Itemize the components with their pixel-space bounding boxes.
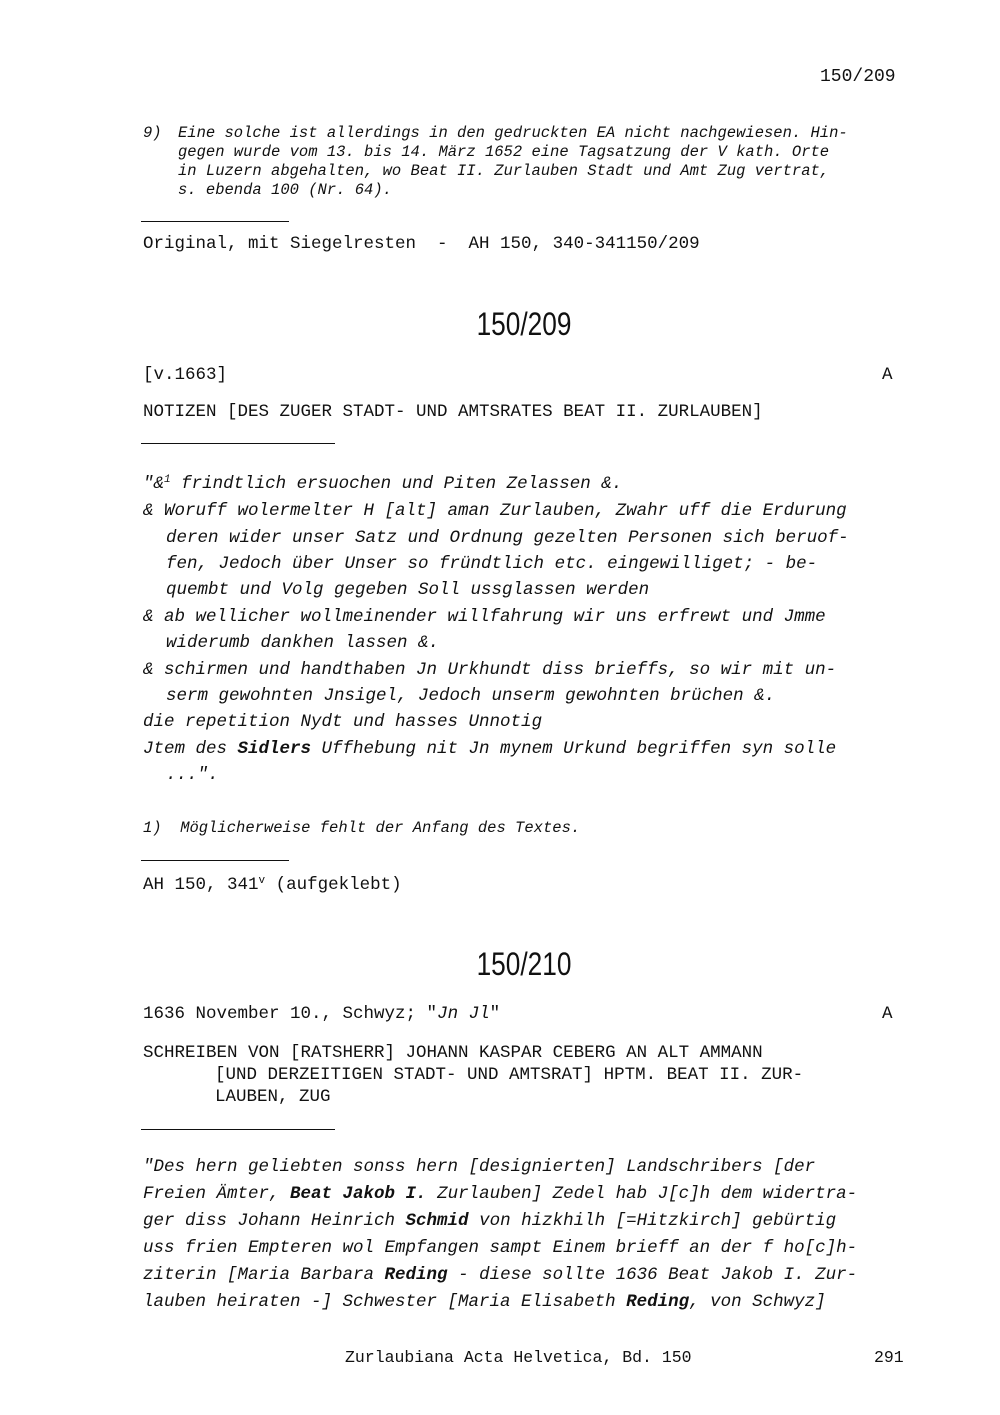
footnote-line: in Luzern abgehalten, wo Beat II. Zurlauben Stadt und Amt Zug vertrat, bbox=[178, 162, 830, 180]
separator-rule bbox=[141, 860, 289, 861]
body-text: lauben heiraten -] Schwester [Maria Elisabeth bbox=[143, 1292, 627, 1312]
document-title: [UND DERZEITIGEN STADT- UND AMTSRAT] HPTM. BEAT II. ZUR- bbox=[215, 1065, 804, 1085]
date-text: " bbox=[489, 1004, 501, 1024]
quote-bold-name: Sidlers bbox=[237, 739, 312, 759]
quote-line: fen, Jedoch über Unser so fründtlich etc. eingewilliget; - be- bbox=[166, 554, 818, 574]
quote-line: die repetition Nydt und hasses Unnotig bbox=[143, 712, 543, 732]
body-text: von hizkhilh [=Hitzkirch] gebürtig bbox=[468, 1211, 837, 1231]
document-date: [v.1663] bbox=[143, 365, 228, 385]
quote-line: deren wider unser Satz und Ordnung gezelten Personen sich beruof- bbox=[166, 528, 849, 548]
separator-rule bbox=[141, 221, 289, 222]
body-line bbox=[143, 1292, 826, 1312]
document-date bbox=[143, 1004, 500, 1024]
body-bold-name: Schmid bbox=[405, 1211, 469, 1231]
quote-line bbox=[143, 739, 836, 759]
document-title: LAUBEN, ZUG bbox=[215, 1087, 331, 1107]
body-text: , von Schwyz] bbox=[689, 1292, 826, 1312]
body-text: ziterin [Maria Barbara bbox=[143, 1265, 385, 1285]
footnote-line: gegen wurde vom 13. bis 14. März 1652 eine Tagsatzung der V kath. Orte bbox=[178, 143, 830, 161]
document-number-heading: 150/210 bbox=[476, 946, 572, 982]
body-line bbox=[143, 1265, 857, 1285]
quote-text: frindtlich ersuochen und Piten Zelassen &. bbox=[170, 474, 623, 494]
quote-open: "& bbox=[143, 474, 165, 494]
body-text: ger diss Johann Heinrich bbox=[143, 1211, 406, 1231]
document-title: NOTIZEN [DES ZUGER STADT- UND AMTSRATES BEAT II. ZURLAUBEN] bbox=[143, 402, 763, 422]
quote-line bbox=[143, 474, 622, 494]
footnote-number: 9) bbox=[143, 124, 162, 142]
quote-line: serm gewohnten Jnsigel, Jedoch unserm gewohnten brüchen &. bbox=[166, 686, 776, 706]
source-text: AH 150, 341 bbox=[143, 875, 259, 895]
source-text: (aufgeklebt) bbox=[265, 875, 402, 895]
body-line bbox=[143, 1184, 857, 1204]
footer-series: Zurlaubiana Acta Helvetica, Bd. 150 bbox=[345, 1348, 692, 1367]
separator-rule bbox=[141, 1129, 335, 1130]
date-text: 1636 November 10., Schwyz; " bbox=[143, 1004, 438, 1024]
quote-line: quembt und Volg gegeben Soll ussglassen werden bbox=[166, 580, 650, 600]
body-bold-name: Reding bbox=[626, 1292, 690, 1312]
document-class: A bbox=[882, 365, 893, 385]
footnote-marker: 1 bbox=[164, 474, 171, 486]
footnote-line: 1) Möglicherweise fehlt der Anfang des Textes. bbox=[143, 819, 581, 837]
quote-line: & schirmen und handthaben Jn Urkhundt diss brieffs, so wir mit un- bbox=[143, 660, 837, 680]
body-bold-name: Beat Jakob I. bbox=[290, 1184, 427, 1204]
footer-page-number: 291 bbox=[874, 1348, 904, 1367]
quote-text: Uffhebung nit Jn mynem Urkund begriffen syn solle bbox=[311, 739, 837, 759]
quote-line: & Woruff wolermelter H [alt] aman Zurlauben, Zwahr uff die Erdurung bbox=[143, 501, 847, 521]
source-note: Original, mit Siegelresten - AH 150, 340-341150/209 bbox=[143, 234, 700, 254]
running-page-ref: 150/209 bbox=[820, 67, 896, 87]
document-title: SCHREIBEN VON [RATSHERR] JOHANN KASPAR CEBERG AN ALT AMMANN bbox=[143, 1043, 763, 1063]
source-superscript: v bbox=[258, 875, 266, 887]
separator-rule bbox=[141, 443, 335, 444]
document-number-heading: 150/209 bbox=[476, 306, 572, 342]
body-text: Zurlauben] Zedel hab J[c]h dem widertra- bbox=[426, 1184, 858, 1204]
body-line: "Des hern geliebten sonss hern [designierten] Landschribers [der bbox=[143, 1157, 816, 1177]
body-bold-name: Reding bbox=[384, 1265, 448, 1285]
footnote-line: s. ebenda 100 (Nr. 64). bbox=[178, 181, 392, 199]
source-note bbox=[143, 875, 402, 895]
body-text: - diese sollte 1636 Beat Jakob I. Zur- bbox=[447, 1265, 858, 1285]
body-line bbox=[143, 1211, 836, 1231]
document-class: A bbox=[882, 1004, 893, 1024]
quote-line: ...". bbox=[166, 765, 219, 785]
body-line: uss frien Empteren wol Empfangen sampt Einem brieff an der f ho[c]h- bbox=[143, 1238, 858, 1258]
quote-line: widerumb dankhen lassen &. bbox=[166, 633, 440, 653]
footnote-line: Eine solche ist allerdings in den gedruckten EA nicht nachgewiesen. Hin- bbox=[178, 124, 848, 142]
date-italic: Jn Jl bbox=[437, 1004, 490, 1024]
quote-line: & ab wellicher wollmeinender willfahrung wir uns erfrewt und Jmme bbox=[143, 607, 826, 627]
body-text: Freien Ämter, bbox=[143, 1184, 291, 1204]
quote-text: Jtem des bbox=[143, 739, 238, 759]
